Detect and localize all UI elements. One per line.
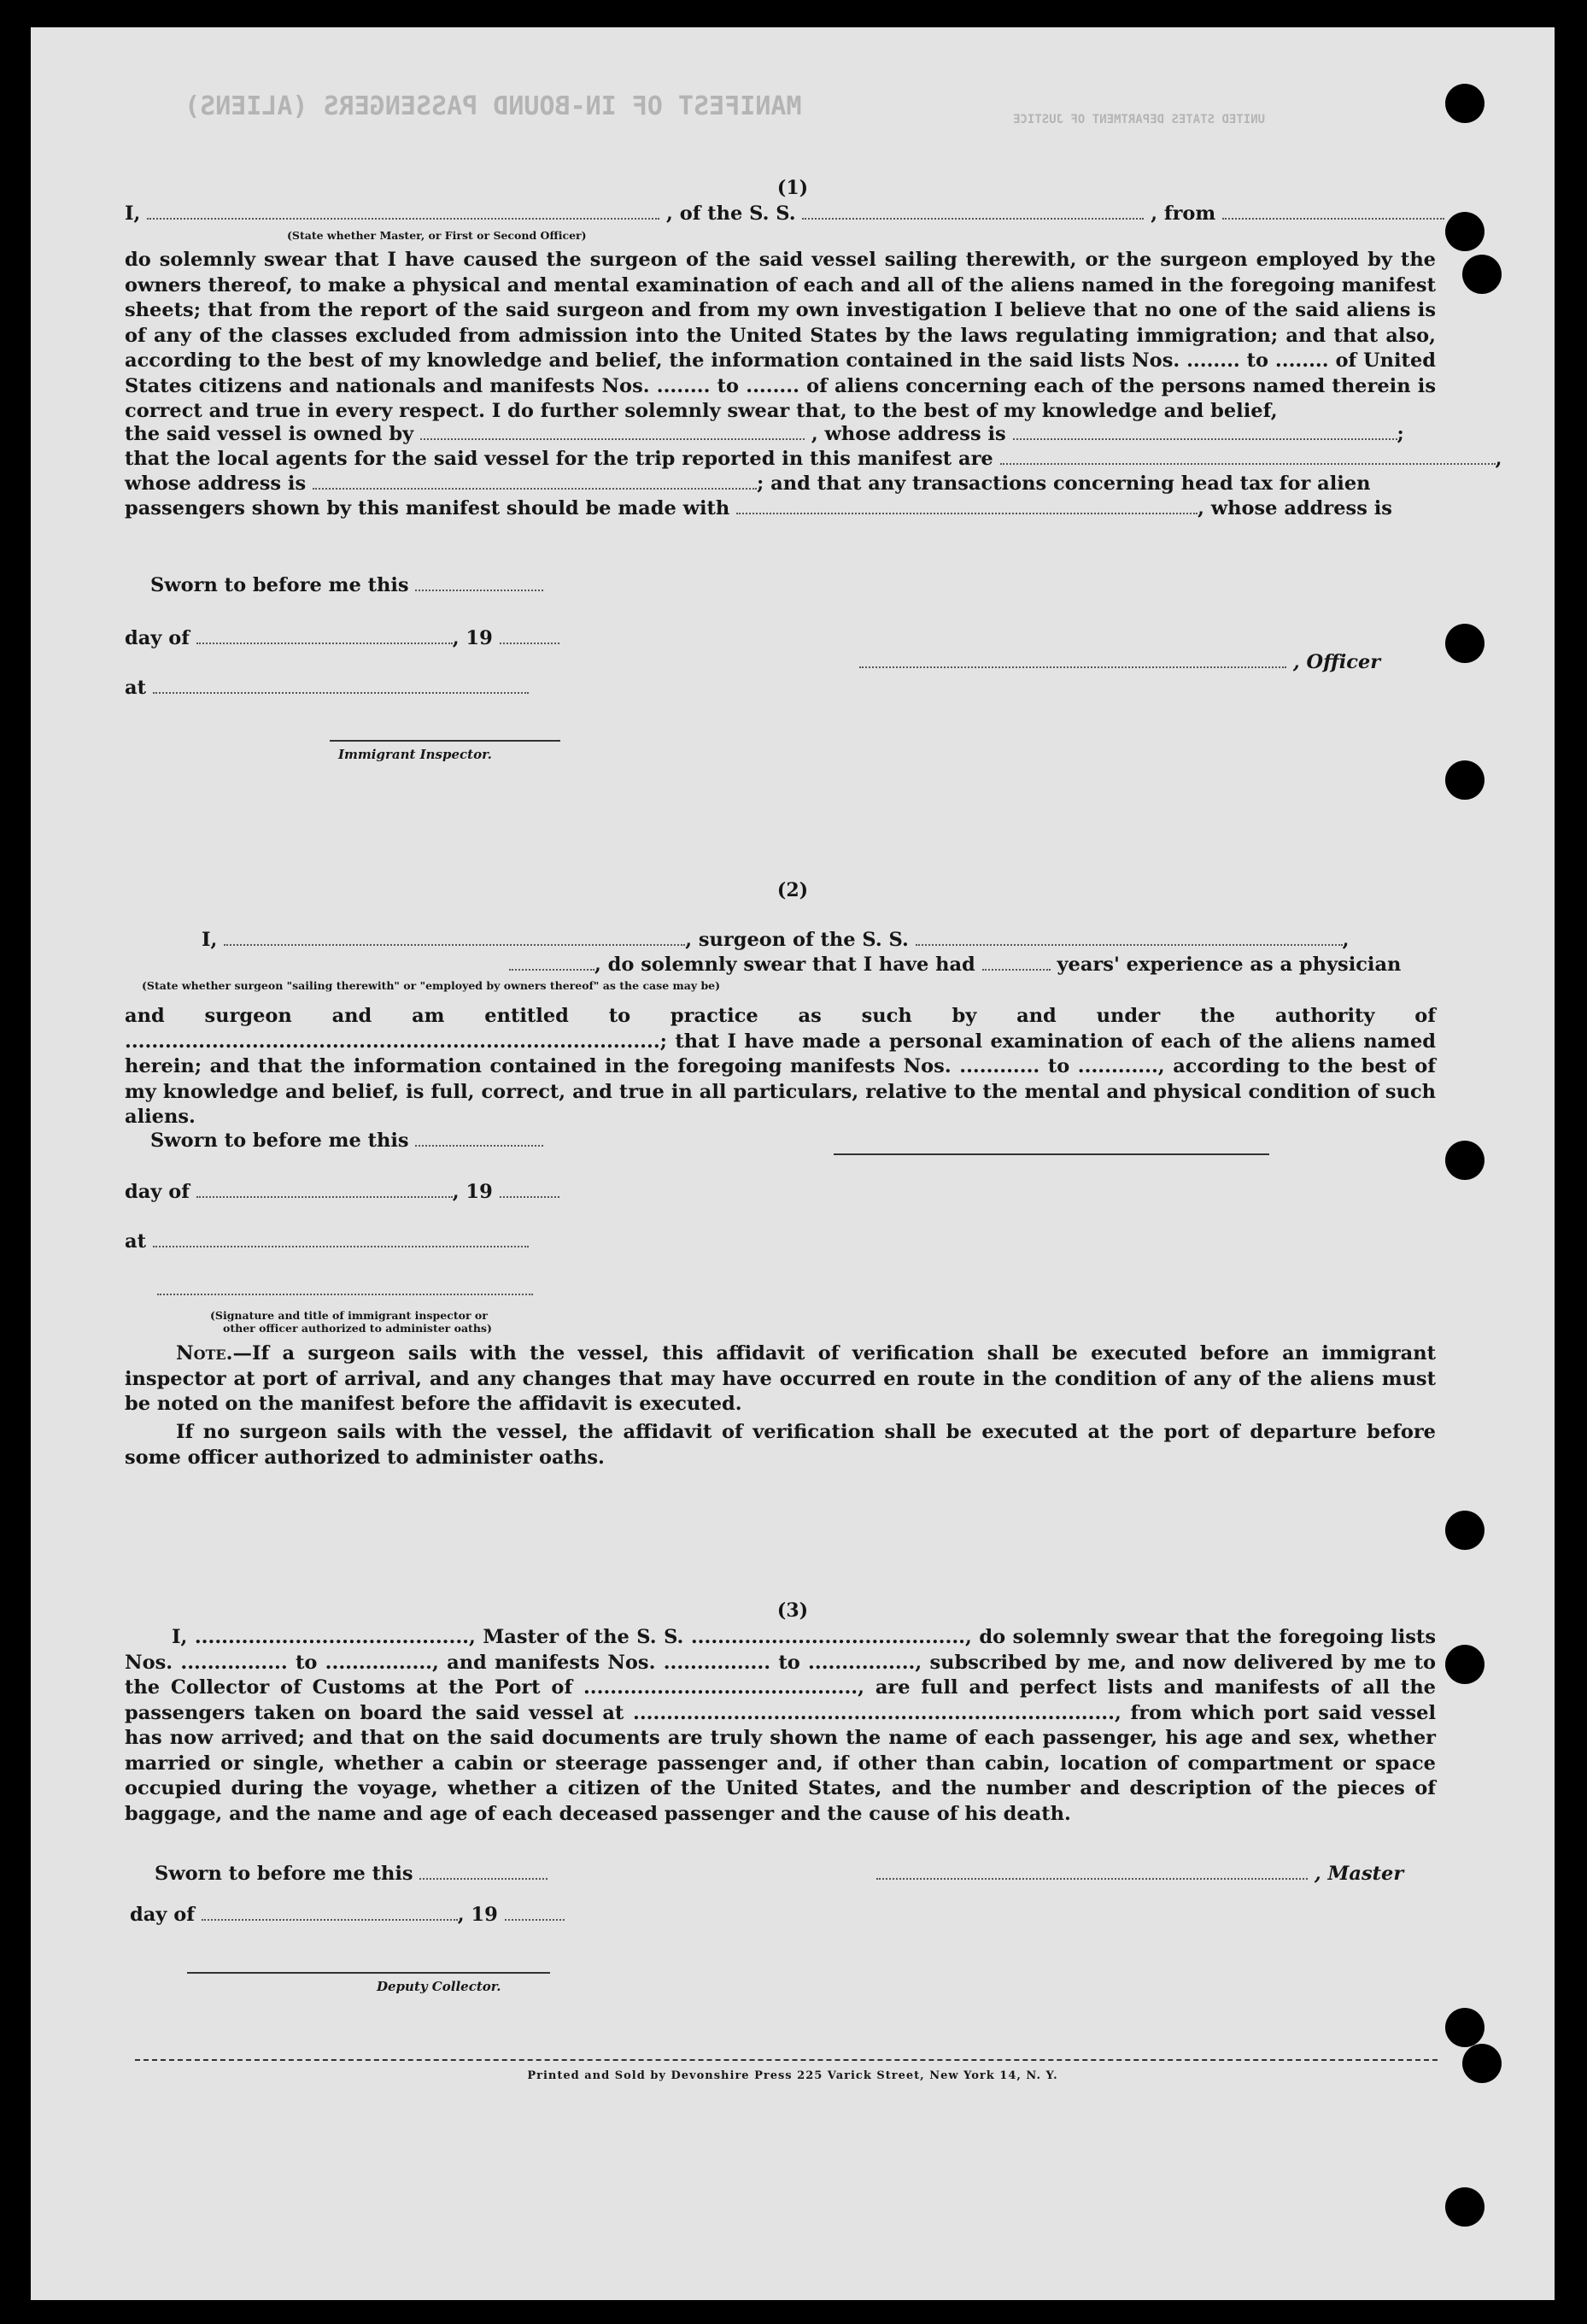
document-page [31, 27, 1555, 2300]
punch-hole [1445, 84, 1485, 123]
section-1-at: at [125, 677, 529, 699]
section-2-oath-text: and surgeon and am entitled to practice as such by and under the authority of ................................................................................; that I have made a personal examination of each of the aliens named herein; and that the information contained in the foregoing manifests Nos. ............ to ............, according to the best of my knowledge and belief, is full, correct, and true in all particulars, relative to the mental and physical condition of such aliens. [125, 1005, 1436, 1128]
section-2-note-2: If no surgeon sails with the vessel, the affidavit of verification shall be executed at the port of departure before some officer authorized to administer oaths. [125, 1421, 1436, 1469]
section-2-sworn: Sworn to before me this [150, 1130, 543, 1152]
section-3-sworn: Sworn to before me this [155, 1863, 548, 1885]
section-1-oath-text: do solemnly swear that I have caused the surgeon of the said vessel sailing therewith, or the surgeon employed by the owners thereof, to make a physical and mental examination of each and all of the aliens named in the foregoing manifest sheets; that from the report of the said surgeon and from my own investigation I believe that no one of the said aliens is of any of the classes excluded from admission into the United States by the laws regulating immigration; and that also, according to the best of my knowledge and belief, the information contained in the said lists Nos. ........ to ........ of United States citizens and nationals and manifests Nos. ........ to ........ of aliens concerning each of the persons named therein is correct and true in every respect. I do further solemnly swear that, to the best of my knowledge and belief, [125, 249, 1436, 422]
punch-hole [1445, 212, 1485, 251]
section-1-sworn: Sworn to before me this [150, 574, 543, 596]
experience-line: , do solemnly swear that I have had years' experience as a physician [509, 954, 1401, 976]
punch-hole [1462, 255, 1502, 294]
bleed-through-title: MANIFEST OF IN-BOUND PASSENGERS (ALIENS) [184, 91, 802, 121]
section-3-number: (3) [776, 1599, 809, 1622]
footer-rule [135, 2059, 1438, 2061]
inspector-signature-rule [330, 740, 560, 742]
section-2-witness-rule [157, 1294, 533, 1295]
punch-hole [1445, 1141, 1485, 1180]
section-2-number: (2) [776, 879, 809, 901]
section-2-at: at [125, 1230, 529, 1253]
agents-address-line: whose address is ; and that any transactions concerning head tax for alien [125, 472, 1371, 495]
officer-rank-note: (State whether Master, or First or Second Officer) [287, 229, 587, 242]
punch-hole [1445, 760, 1485, 800]
section-1-day-of: day of , 19 [125, 627, 559, 649]
signature-note-2: other officer authorized to administer oaths) [223, 1322, 492, 1335]
punch-hole [1445, 1511, 1485, 1550]
signature-note-1: (Signature and title of immigrant inspector or [210, 1309, 488, 1322]
punch-hole [1462, 2044, 1502, 2083]
section-1-officer-line: I, , of the S. S. , from [125, 202, 1444, 225]
punch-hole [1445, 624, 1485, 663]
officer-signature-line: , Officer [859, 651, 1380, 673]
section-3-day-of: day of , 19 [130, 1904, 565, 1926]
local-agents-line: that the local agents for the said vessel for the trip reported in this manifest are , [125, 448, 1502, 470]
section-1-number: (1) [776, 177, 809, 199]
surgeon-signature-rule [834, 1153, 1269, 1155]
punch-hole [1445, 2187, 1485, 2227]
head-tax-line: passengers shown by this manifest should be made with , whose address is [125, 497, 1392, 519]
printer-credit: Printed and Sold by Devonshire Press 225 Varick Street, New York 14, N. Y. [527, 2069, 1058, 2082]
surgeon-line: I, , surgeon of the S. S. , [202, 929, 1350, 951]
deputy-signature-rule [187, 1972, 550, 1974]
punch-hole [1445, 1645, 1485, 1684]
master-signature-line: , Master [876, 1863, 1403, 1885]
punch-hole [1445, 2008, 1485, 2047]
deputy-collector-label: Deputy Collector. [377, 1979, 501, 1994]
section-2-note: Note.—If a surgeon sails with the vessel, this affidavit of verification shall be executed before an immigrant inspector at port of arrival, and any changes that may have occurred en route in the condition of any of the aliens must be noted on the manifest before the affidavit is executed. [125, 1342, 1436, 1415]
surgeon-type-note: (State whether surgeon "sailing therewith" or "employed by owners thereof" as the case may be) [142, 979, 721, 992]
immigrant-inspector-label: Immigrant Inspector. [338, 747, 492, 762]
bleed-through-agency: UNITED STATES DEPARTMENT OF JUSTICE [1013, 113, 1266, 126]
section-3-oath-text: I, ........................................., Master of the S. S. ........................................., do solemnly swear that the foregoing lists Nos. ................ to ................, and manifests Nos. ................ to ................, subscribed by me, and now delivered by me to the Collector of Customs at the Port of ........................................., are full and perfect lists and manifests of all the passengers taken on board the said vessel at ........................................................................, from which port said vessel has now arrived; and that on the said documents are truly shown the name of each passenger, his age and sex, whether married or single, whether a cabin or steerage passenger and, if other than cabin, location of compartment or space occupied during the voyage, whether a citizen of the United States, and the number and description of the pieces of baggage, and the name and age of each deceased passenger and the cause of his death. [125, 1626, 1436, 1825]
section-2-day-of: day of , 19 [125, 1181, 559, 1203]
owner-line: the said vessel is owned by , whose address is ; [125, 423, 1404, 445]
